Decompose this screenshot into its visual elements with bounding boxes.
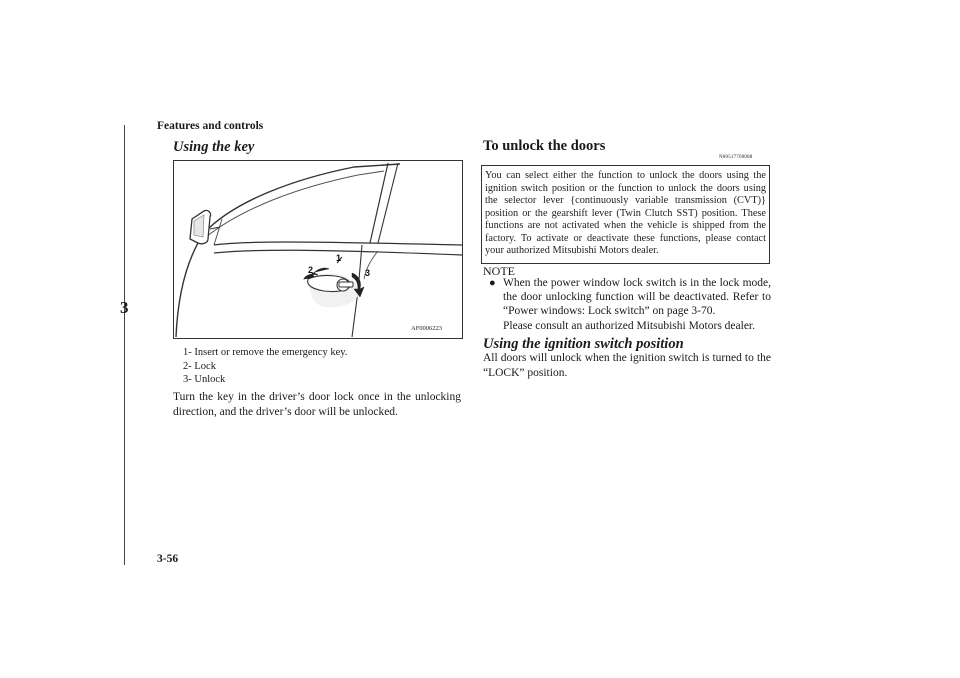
- page-number: 3-56: [157, 553, 179, 565]
- bullet-icon: ●: [489, 277, 496, 289]
- door-lock-illustration: [173, 160, 463, 339]
- note-text: When the power window lock switch is in the lock mode, the door unlocking function will be deactivated. Refer to “Power windows: Lock switch” on page 3-70.: [503, 277, 771, 318]
- chapter-tab: 3: [120, 298, 129, 317]
- legend-item: 1- Insert or remove the emergency key.: [183, 347, 348, 358]
- figure-code: AF0006223: [411, 325, 443, 332]
- chapter-divider: [124, 125, 125, 565]
- callout-3: 3: [365, 268, 371, 278]
- callout-1: 1: [336, 253, 342, 263]
- running-header: Features and controls: [157, 120, 264, 132]
- note-text-2: Please consult an authorized Mitsubishi Motors dealer.: [503, 319, 755, 332]
- note-item: [489, 276, 771, 333]
- heading-to-unlock-the-doors: To unlock the doors: [483, 138, 606, 154]
- legend-item: 2- Lock: [183, 360, 216, 372]
- legend-item: 3- Unlock: [183, 374, 226, 385]
- body-text-left: Turn the key in the driver’s door lock once in the unlocking direction, and the driver’s door will be unlocked.: [173, 391, 461, 418]
- reference-code: N00517700088: [719, 155, 753, 160]
- body-text-right: All doors will unlock when the ignition switch is turned to the “LOCK” position.: [483, 352, 771, 379]
- notice-box: You can select either the function to unlock the doors using the ignition switch position or the function to unlock the doors using the selector lever {continuously variable transmission (CVT)} position or the gearshift lever (Twin Clutch SST) position. These functions are not activated when the vehicle is shipped from the factory. To activate or deactivate these functions, please contact your authorized Mitsubishi Motors dealer.: [481, 165, 770, 264]
- callout-2: 2: [308, 265, 314, 275]
- note-label: NOTE: [483, 264, 515, 278]
- figure-legend: [183, 346, 347, 387]
- heading-ignition-switch: Using the ignition switch position: [483, 336, 684, 352]
- heading-using-the-key: Using the key: [173, 139, 255, 155]
